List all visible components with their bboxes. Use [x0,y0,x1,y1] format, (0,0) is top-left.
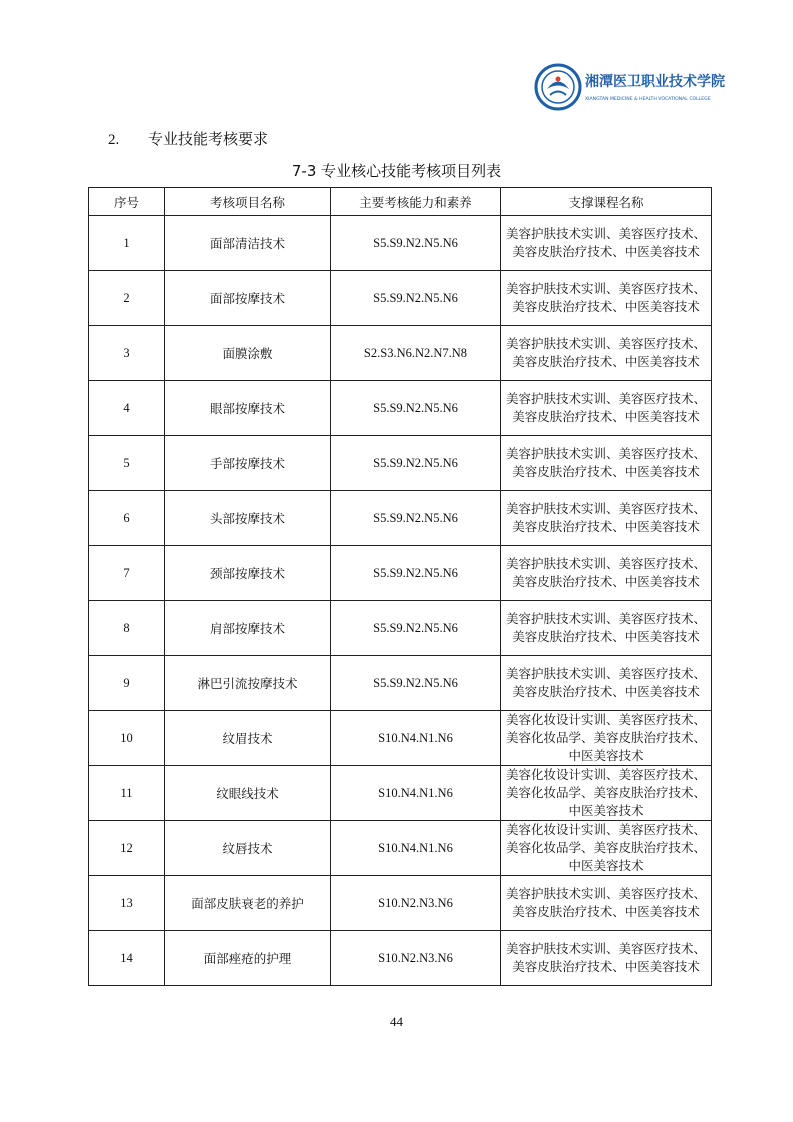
header-seq: 序号 [89,188,165,216]
section-heading [108,128,268,149]
cell-seq: 3 [89,326,165,381]
cell-course: 美容护肤技术实训、美容医疗技术、美容皮肤治疗技术、中医美容技术 [501,656,712,711]
cell-ability: S5.S9.N2.N5.N6 [331,491,501,546]
table-row [89,491,712,546]
table-row [89,876,712,931]
cell-seq: 5 [89,436,165,491]
section-title: 专业技能考核要求 [148,130,269,148]
cell-ability: S5.S9.N2.N5.N6 [331,216,501,271]
table-row [89,601,712,656]
table-row [89,711,712,766]
cell-course: 美容化妆设计实训、美容医疗技术、美容化妆品学、美容皮肤治疗技术、中医美容技术 [501,766,712,821]
cell-item-name: 面部清洁技术 [165,216,331,271]
cell-course: 美容护肤技术实训、美容医疗技术、美容皮肤治疗技术、中医美容技术 [501,436,712,491]
cell-course: 美容护肤技术实训、美容医疗技术、美容皮肤治疗技术、中医美容技术 [501,931,712,986]
cell-item-name: 纹眉技术 [165,711,331,766]
table-row [89,326,712,381]
cell-course: 美容护肤技术实训、美容医疗技术、美容皮肤治疗技术、中医美容技术 [501,546,712,601]
cell-item-name: 面膜涂敷 [165,326,331,381]
table-row [89,931,712,986]
cell-course: 美容护肤技术实训、美容医疗技术、美容皮肤治疗技术、中医美容技术 [501,381,712,436]
cell-seq: 13 [89,876,165,931]
cell-seq: 7 [89,546,165,601]
cell-ability: S5.S9.N2.N5.N6 [331,436,501,491]
cell-seq: 8 [89,601,165,656]
table-row [89,381,712,436]
header-item-name: 考核项目名称 [165,188,331,216]
table-row [89,216,712,271]
cell-item-name: 颈部按摩技术 [165,546,331,601]
cell-seq: 11 [89,766,165,821]
header-ability: 主要考核能力和素养 [331,188,501,216]
cell-seq: 12 [89,821,165,876]
table-header-row [89,188,712,216]
cell-course: 美容护肤技术实训、美容医疗技术、美容皮肤治疗技术、中医美容技术 [501,601,712,656]
page-number: 44 [390,1014,403,1029]
table-row [89,766,712,821]
cell-course: 美容护肤技术实训、美容医疗技术、美容皮肤治疗技术、中医美容技术 [501,326,712,381]
cell-seq: 4 [89,381,165,436]
cell-course: 美容护肤技术实训、美容医疗技术、美容皮肤治疗技术、中医美容技术 [501,216,712,271]
cell-ability: S10.N4.N1.N6 [331,821,501,876]
cell-item-name: 面部痤疮的护理 [165,931,331,986]
cell-ability: S2.S3.N6.N2.N7.N8 [331,326,501,381]
table-row [89,436,712,491]
table-row [89,821,712,876]
cell-course: 美容化妆设计实训、美容医疗技术、美容化妆品学、美容皮肤治疗技术、中医美容技术 [501,711,712,766]
cell-item-name: 头部按摩技术 [165,491,331,546]
table-body [89,216,712,986]
logo-name-cn: 湘潭医卫职业技术学院 [585,74,725,90]
cell-course: 美容护肤技术实训、美容医疗技术、美容皮肤治疗技术、中医美容技术 [501,876,712,931]
cell-item-name: 纹眼线技术 [165,766,331,821]
cell-course: 美容护肤技术实训、美容医疗技术、美容皮肤治疗技术、中医美容技术 [501,271,712,326]
cell-seq: 1 [89,216,165,271]
table-row [89,546,712,601]
logo-name-en: XIANGTAN MEDICINE & HEALTH VOCATIONAL COLLEGE [585,97,711,102]
cell-item-name: 淋巴引流按摩技术 [165,656,331,711]
cell-ability: S5.S9.N2.N5.N6 [331,381,501,436]
cell-item-name: 手部按摩技术 [165,436,331,491]
college-logo [533,62,725,112]
table-row [89,656,712,711]
cell-item-name: 眼部按摩技术 [165,381,331,436]
cell-ability: S10.N2.N3.N6 [331,931,501,986]
cell-ability: S10.N4.N1.N6 [331,711,501,766]
table-row [89,271,712,326]
cell-seq: 10 [89,711,165,766]
cell-ability: S5.S9.N2.N5.N6 [331,271,501,326]
cell-ability: S5.S9.N2.N5.N6 [331,546,501,601]
cell-item-name: 面部按摩技术 [165,271,331,326]
cell-ability: S5.S9.N2.N5.N6 [331,601,501,656]
cell-course: 美容护肤技术实训、美容医疗技术、美容皮肤治疗技术、中医美容技术 [501,491,712,546]
cell-seq: 9 [89,656,165,711]
cell-ability: S10.N4.N1.N6 [331,766,501,821]
college-emblem-icon [533,62,725,112]
cell-course: 美容化妆设计实训、美容医疗技术、美容化妆品学、美容皮肤治疗技术、中医美容技术 [501,821,712,876]
table-caption: 7-3 专业核心技能考核项目列表 [291,162,502,180]
assessment-table [88,187,712,986]
cell-seq: 6 [89,491,165,546]
section-number: 2. [108,132,120,148]
cell-seq: 14 [89,931,165,986]
header-course: 支撑课程名称 [501,188,712,216]
cell-seq: 2 [89,271,165,326]
cell-item-name: 纹唇技术 [165,821,331,876]
cell-ability: S10.N2.N3.N6 [331,876,501,931]
cell-ability: S5.S9.N2.N5.N6 [331,656,501,711]
cell-item-name: 面部皮肤衰老的养护 [165,876,331,931]
cell-item-name: 肩部按摩技术 [165,601,331,656]
